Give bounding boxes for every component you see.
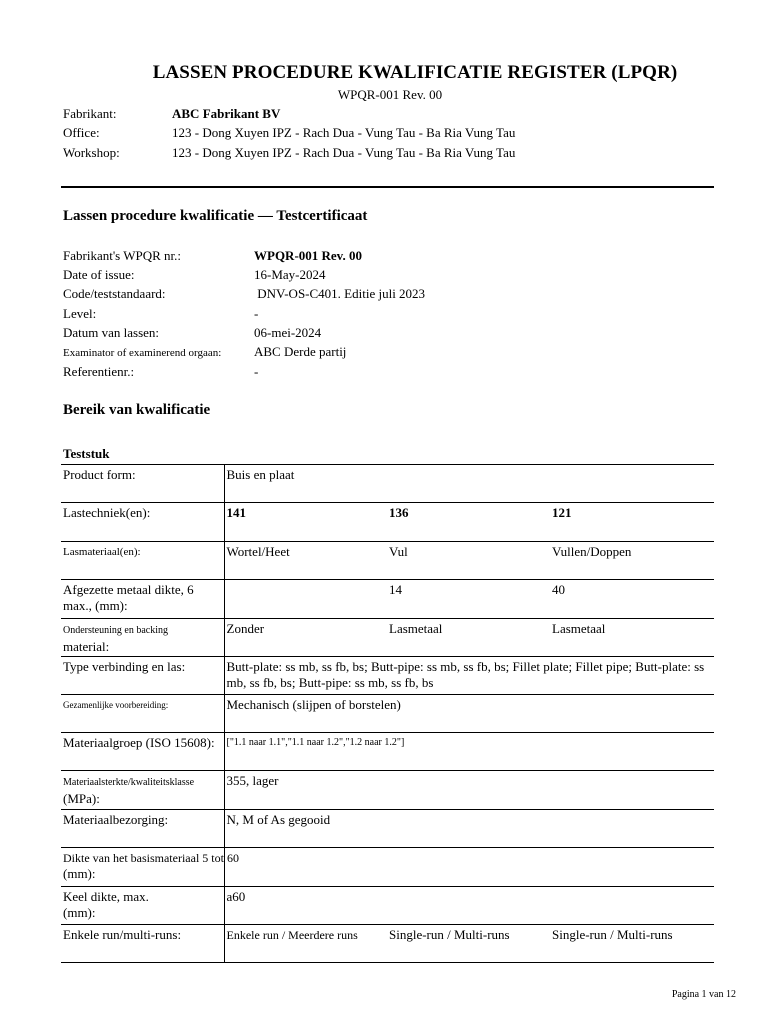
qualification-table	[61, 464, 714, 963]
info-row-wpqr	[63, 248, 362, 264]
row-label	[61, 771, 224, 810]
row-label	[61, 887, 224, 925]
table-row-ondersteuning	[61, 619, 714, 657]
header-row-office	[63, 125, 515, 141]
info-label: Code/teststandaard:	[63, 286, 166, 301]
teststuk-label: Teststuk	[63, 446, 110, 461]
row-label: Lasmateriaal(en):	[61, 542, 224, 580]
row-value: Single-run / Multi-runs	[387, 925, 550, 963]
row-value: 40	[550, 580, 714, 619]
document-subtitle: WPQR-001 Rev. 00	[337, 87, 443, 102]
info-value: ABC Derde partij	[254, 344, 347, 359]
info-value: 06-mei-2024	[254, 325, 322, 340]
table-row-gezamenlijke	[61, 695, 714, 733]
table-row-materiaalbezorging	[61, 810, 714, 848]
header-row-workshop	[63, 145, 515, 161]
info-label: Datum van lassen:	[63, 325, 160, 340]
row-label-line: (MPa):	[63, 791, 100, 806]
info-label: Examinator of examinerend orgaan:	[63, 347, 222, 359]
info-value: -	[254, 364, 259, 379]
info-value: 16-May-2024	[254, 267, 326, 282]
info-row-referentie	[63, 364, 258, 380]
row-value: a60	[224, 887, 714, 925]
table-row-afgezette-metaal	[61, 580, 714, 619]
header-label: Office:	[63, 125, 100, 140]
info-row-examinator	[63, 344, 346, 360]
row-label-line: Afgezette metaal dikte, 6	[63, 582, 194, 597]
table-row-dikte	[61, 848, 714, 887]
row-label	[61, 619, 224, 657]
row-value: Vul	[387, 542, 550, 580]
row-label-line: max., (mm):	[63, 598, 128, 613]
row-label	[61, 580, 224, 619]
info-label: Level:	[63, 306, 97, 321]
info-label: Date of issue:	[63, 267, 135, 282]
row-label: Type verbinding en las:	[61, 657, 224, 695]
info-label: Referentienr.:	[63, 364, 135, 379]
row-label: Gezamenlijke voorbereiding:	[61, 695, 224, 733]
table-row-lastechniek	[61, 503, 714, 542]
row-label: Materiaalgroep (ISO 15608):	[61, 733, 224, 771]
row-value: Lasmetaal	[387, 619, 550, 657]
row-label	[61, 848, 239, 887]
row-value: Butt-plate: ss mb, ss fb, bs; Butt-pipe: ss mb, ss fb, bs; Fillet plate; Fillet pipe; Butt-plate: ss mb, ss fb, bs; Butt-pipe: ss mb, ss fb, bs	[224, 657, 714, 695]
header-row-fabrikant	[63, 106, 280, 122]
header-value: 123 - Dong Xuyen IPZ - Rach Dua - Vung Tau - Ba Ria Vung Tau	[172, 125, 516, 140]
row-value: N, M of As gegooid	[224, 810, 714, 848]
row-value: 121	[550, 503, 714, 542]
row-value	[224, 848, 714, 887]
info-value: DNV-OS-C401. Editie juli 2023	[254, 286, 426, 301]
header-label: Workshop:	[63, 145, 120, 160]
row-label: Product form:	[61, 465, 224, 503]
row-value: Enkele run / Meerdere runs	[224, 925, 387, 963]
row-value	[224, 580, 387, 619]
row-value: Lasmetaal	[550, 619, 714, 657]
row-label-line: material:	[63, 639, 110, 654]
row-label-line: (mm):	[63, 905, 96, 920]
table-row-enkele-run	[61, 925, 714, 963]
document-title: LASSEN PROCEDURE KWALIFICATIE REGISTER (LPQR)	[152, 62, 678, 83]
page-number: Pagina 1 van 12	[671, 989, 736, 1000]
row-value: Single-run / Multi-runs	[550, 925, 714, 963]
table-row-type-verbinding	[61, 657, 714, 695]
row-value: Zonder	[224, 619, 387, 657]
info-row-level	[63, 306, 258, 322]
table-row-keel	[61, 887, 714, 925]
row-value: Wortel/Heet	[224, 542, 387, 580]
row-label-line: Keel dikte, max.	[63, 889, 149, 904]
header-label: Fabrikant:	[63, 106, 117, 121]
row-value: 355, lager	[224, 771, 714, 810]
table-row-product-form	[61, 465, 714, 503]
row-value: ["1.1 naar 1.1","1.1 naar 1.2","1.2 naar 1.2"]	[224, 733, 714, 771]
table-row-materiaalgroep	[61, 733, 714, 771]
row-label: Materiaalbezorging:	[61, 810, 224, 848]
scope-heading: Bereik van kwalificatie	[63, 402, 211, 418]
table-row-materiaalsterkte	[61, 771, 714, 810]
header-value: ABC Fabrikant BV	[172, 106, 281, 121]
certificate-heading: Lassen procedure kwalificatie — Testcertificaat	[63, 208, 368, 224]
row-value: Vullen/Doppen	[550, 542, 714, 580]
row-label-line: Ondersteuning en backing	[63, 625, 168, 636]
header-value: 123 - Dong Xuyen IPZ - Rach Dua - Vung Tau - Ba Ria Vung Tau	[172, 145, 516, 160]
row-label-line: Materiaalsterkte/kwaliteitsklasse	[63, 777, 195, 788]
row-value: 136	[387, 503, 550, 542]
table-row-lasmateriaal	[61, 542, 714, 580]
row-value: Mechanisch (slijpen of borstelen)	[224, 695, 714, 733]
row-label: Enkele run/multi-runs:	[61, 925, 224, 963]
info-row-datum-lassen	[63, 325, 321, 341]
row-label-line: (mm):	[63, 866, 96, 881]
info-value: WPQR-001 Rev. 00	[254, 248, 362, 263]
row-label-line: Dikte van het basismateriaal 5 tot 60	[63, 851, 239, 865]
info-value: -	[254, 306, 259, 321]
info-row-code	[63, 286, 425, 302]
row-value: 14	[387, 580, 550, 619]
row-value: 141	[224, 503, 387, 542]
info-label: Fabrikant's WPQR nr.:	[63, 248, 182, 263]
row-value: Buis en plaat	[224, 465, 714, 503]
info-row-date-of-issue	[63, 267, 326, 283]
header-divider	[61, 186, 714, 188]
row-label: Lastechniek(en):	[61, 503, 224, 542]
